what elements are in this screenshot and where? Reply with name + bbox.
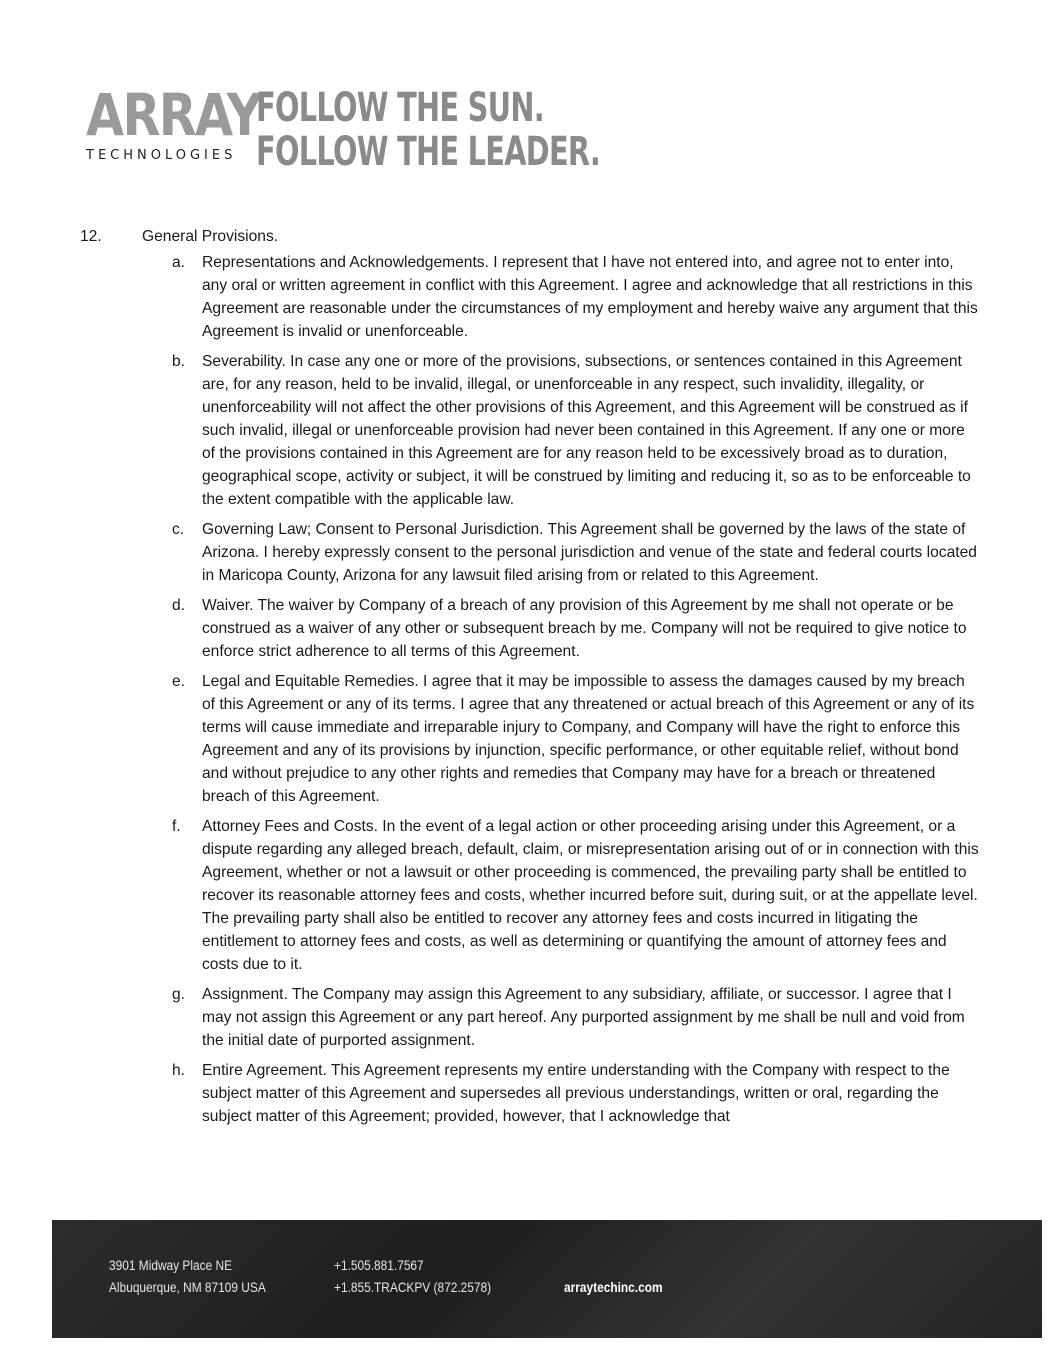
provision-item bbox=[80, 1059, 980, 1128]
item-text: Assignment. The Company may assign this Agreement to any subsidiary, affiliate, or successor. I agree that I may not assign this Agreement or any part hereof. Any purported assignment by me shall be null and void from the initial date of purported assignment. bbox=[202, 986, 965, 1049]
item-letter: c. bbox=[172, 521, 185, 538]
phone-line-1: +1.505.881.7567 bbox=[334, 1257, 424, 1273]
item-letter: h. bbox=[172, 1062, 186, 1079]
provision-list bbox=[80, 251, 980, 1128]
item-text: Representations and Acknowledgements. I represent that I have not entered into, and agree not to enter into, any oral or written agreement in conflict with this Agreement. I agree and acknowledge that all restrictions in this Agreement are reasonable under the circumstances of my employment and hereby waive any argument that this Agreement is invalid or unenforceable. bbox=[202, 254, 978, 340]
item-letter: d. bbox=[172, 597, 186, 614]
provision-item bbox=[80, 594, 980, 663]
logo-wordmark: ARRAY bbox=[86, 81, 261, 149]
footer-phone bbox=[334, 1254, 491, 1298]
provision-item bbox=[80, 670, 980, 808]
tagline-line-1: FOLLOW THE SUN. bbox=[256, 85, 544, 131]
tagline-line-2: FOLLOW THE LEADER. bbox=[256, 129, 601, 175]
provision-item bbox=[80, 983, 980, 1052]
company-logo bbox=[86, 81, 261, 163]
item-letter: f. bbox=[172, 818, 181, 835]
logo-subtitle: TECHNOLOGIES bbox=[86, 148, 237, 163]
phone-line-2: +1.855.TRACKPV (872.2578) bbox=[334, 1279, 492, 1295]
footer-address bbox=[109, 1254, 266, 1298]
item-letter: b. bbox=[172, 353, 186, 370]
item-letter: e. bbox=[172, 673, 186, 690]
section-number: 12. bbox=[80, 228, 102, 245]
provision-item bbox=[80, 518, 980, 587]
item-letter: g. bbox=[172, 986, 186, 1003]
provision-item bbox=[80, 350, 980, 511]
page-footer bbox=[52, 1220, 1042, 1338]
item-text: Entire Agreement. This Agreement represents my entire understanding with the Company with respect to the subject matter of this Agreement and supersedes all previous understandings, written or oral, regarding the subject matter of this Agreement; provided, however, that I acknowledge that bbox=[202, 1062, 950, 1125]
section-general-provisions bbox=[80, 226, 980, 1135]
item-text: Severability. In case any one or more of the provisions, subsections, or sentences contained in this Agreement are, for any reason, held to be invalid, illegal, or unenforceable in any respect, such invalidity, illegality, or unenforceability will not affect the other provisions of this Agreement, and this Agreement will be construed as if such invalid, illegal or unenforceable provision had never been contained in this Agreement. If any one or more of the provisions contained in this Agreement are for any reason held to be excessively broad as to duration, geographical scope, activity or subject, it will be construed by limiting and reducing it, so as to be enforceable to the extent compatible with the applicable law. bbox=[202, 353, 971, 508]
item-text: Waiver. The waiver by Company of a breach of any provision of this Agreement by me shall not operate or be construed as a waiver of any other or subsequent breach by me. Company will not be required to give notice to enforce strict adherence to all terms of this Agreement. bbox=[202, 597, 967, 660]
section-title: General Provisions. bbox=[142, 228, 279, 245]
address-line-1: 3901 Midway Place NE bbox=[109, 1257, 233, 1273]
item-text: Attorney Fees and Costs. In the event of a legal action or other proceeding arising under this Agreement, or a dispute regarding any alleged breach, default, claim, or misrepresentation arising out of or in connection with this Agreement, whether or not a lawsuit or other proceeding is commenced, the prevailing party shall be entitled to recover its reasonable attorney fees and costs, whether incurred before suit, during suit, or at the appellate level. The prevailing party shall also be entitled to recover any attorney fees and costs incurred in litigating the entitlement to attorney fees and costs, as well as determining or quantifying the amount of attorney fees and costs due to it. bbox=[202, 818, 979, 973]
tagline bbox=[256, 86, 734, 174]
provision-item bbox=[80, 815, 980, 976]
provision-item bbox=[80, 251, 980, 343]
item-letter: a. bbox=[172, 254, 186, 271]
footer-website: arraytechinc.com bbox=[564, 1279, 663, 1295]
address-line-2: Albuquerque, NM 87109 USA bbox=[109, 1279, 266, 1295]
item-text: Governing Law; Consent to Personal Jurisdiction. This Agreement shall be governed by the laws of the state of Arizona. I hereby expressly consent to the personal jurisdiction and venue of the state and federal courts located in Maricopa County, Arizona for any lawsuit filed arising from or related to this Agreement. bbox=[202, 521, 977, 584]
section-heading bbox=[80, 226, 980, 251]
item-text: Legal and Equitable Remedies. I agree that it may be impossible to assess the damages caused by my breach of this Agreement or any of its terms. I agree that any threatened or actual breach of this Agreement or any of its terms will cause immediate and irreparable injury to Company, and Company will have the right to enforce this Agreement and any of its provisions by injunction, specific performance, or other equitable relief, without bond and without prejudice to any other rights and remedies that Company may have for a breach or threatened breach of this Agreement. bbox=[202, 673, 975, 805]
